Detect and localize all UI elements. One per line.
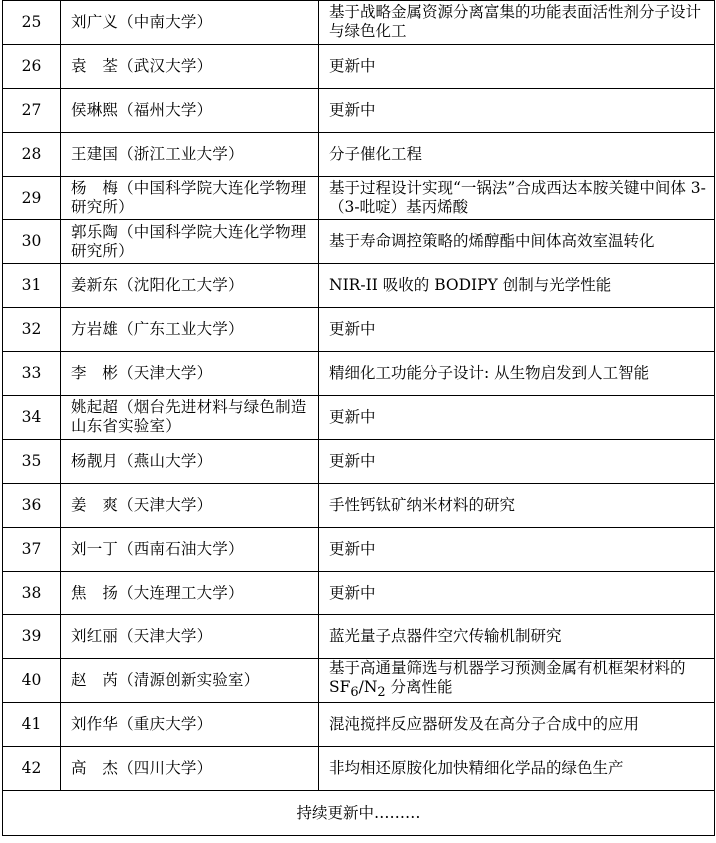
report-topic [319,659,715,703]
report-topic: 更新中 [319,439,715,483]
row-number: 39 [3,615,61,659]
speaker-name: 焦 扬（大连理工大学） [61,571,319,615]
report-topic: 蓝光量子点器件空穴传输机制研究 [319,615,715,659]
row-number: 30 [3,220,61,264]
speaker-name: 刘红丽（天津大学） [61,615,319,659]
speaker-name: 杨靓月（燕山大学） [61,439,319,483]
speaker-name: 赵 芮（清源创新实验室） [61,659,319,703]
speaker-name: 刘一丁（西南石油大学） [61,527,319,571]
report-topic: 更新中 [319,527,715,571]
speaker-table [2,0,715,836]
row-number: 29 [3,176,61,220]
report-topic: 手性钙钛矿纳米材料的研究 [319,483,715,527]
row-number: 37 [3,527,61,571]
speaker-name: 袁 荃（武汉大学） [61,44,319,88]
row-number: 42 [3,747,61,791]
table-row [3,44,715,88]
row-number: 36 [3,483,61,527]
topic-text: /N [358,678,378,697]
row-number: 31 [3,264,61,308]
row-number: 26 [3,44,61,88]
report-topic: 混沌搅拌反应器研发及在高分子合成中的应用 [319,703,715,747]
table-row [3,308,715,352]
speaker-name: 李 彬（天津大学） [61,352,319,396]
speaker-name: 高 杰（四川大学） [61,747,319,791]
table-row [3,747,715,791]
report-topic: NIR-II 吸收的 BODIPY 创制与光学性能 [319,264,715,308]
speaker-name: 姜新东（沈阳化工大学） [61,264,319,308]
row-number: 38 [3,571,61,615]
speaker-name: 姜 爽（天津大学） [61,483,319,527]
report-topic: 更新中 [319,44,715,88]
row-number: 40 [3,659,61,703]
table-row [3,352,715,396]
table-row [3,439,715,483]
table-row [3,615,715,659]
table-row [3,176,715,220]
row-number: 35 [3,439,61,483]
speaker-name: 王建国（浙江工业大学） [61,132,319,176]
row-number: 41 [3,703,61,747]
report-topic: 更新中 [319,571,715,615]
table-row [3,659,715,703]
speaker-name: 郭乐陶（中国科学院大连化学物理研究所） [61,220,319,264]
speaker-name: 杨 梅（中国科学院大连化学物理研究所） [61,176,319,220]
speaker-name: 方岩雄（广东工业大学） [61,308,319,352]
table-row [3,527,715,571]
footer-row [3,791,715,836]
report-topic: 基于寿命调控策略的烯醇酯中间体高效室温转化 [319,220,715,264]
subscript-2: 2 [377,685,386,701]
speaker-name: 姚起超（烟台先进材料与绿色制造山东省实验室） [61,396,319,440]
table-row [3,571,715,615]
report-topic: 分子催化工程 [319,132,715,176]
report-topic: 基于战略金属资源分离富集的功能表面活性剂分子设计与绿色化工 [319,1,715,45]
row-number: 27 [3,88,61,132]
table-row [3,88,715,132]
table-row [3,220,715,264]
report-topic: 基于过程设计实现“一锅法”合成西达本胺关键中间体 3-（3-吡啶）基丙烯酸 [319,176,715,220]
row-number: 34 [3,396,61,440]
row-number: 28 [3,132,61,176]
row-number: 25 [3,1,61,45]
report-topic: 更新中 [319,396,715,440]
row-number: 32 [3,308,61,352]
table-row [3,703,715,747]
speaker-name: 刘广义（中南大学） [61,1,319,45]
speaker-name: 刘作华（重庆大学） [61,703,319,747]
subscript-6: 6 [350,685,359,701]
table-row [3,264,715,308]
continued-note: 持续更新中……… [3,791,715,836]
speaker-name: 侯琳熙（福州大学） [61,88,319,132]
row-number: 33 [3,352,61,396]
topic-text: 分离性能 [385,678,453,697]
table-row [3,483,715,527]
table-row [3,132,715,176]
report-topic: 更新中 [319,88,715,132]
topic-text: 基于高通量筛选与机器学习预测金属有机框架材料的 SF [329,659,686,697]
report-topic: 精细化工功能分子设计: 从生物启发到人工智能 [319,352,715,396]
table-row [3,1,715,45]
table-row [3,396,715,440]
report-topic: 更新中 [319,308,715,352]
report-topic: 非均相还原胺化加快精细化学品的绿色生产 [319,747,715,791]
